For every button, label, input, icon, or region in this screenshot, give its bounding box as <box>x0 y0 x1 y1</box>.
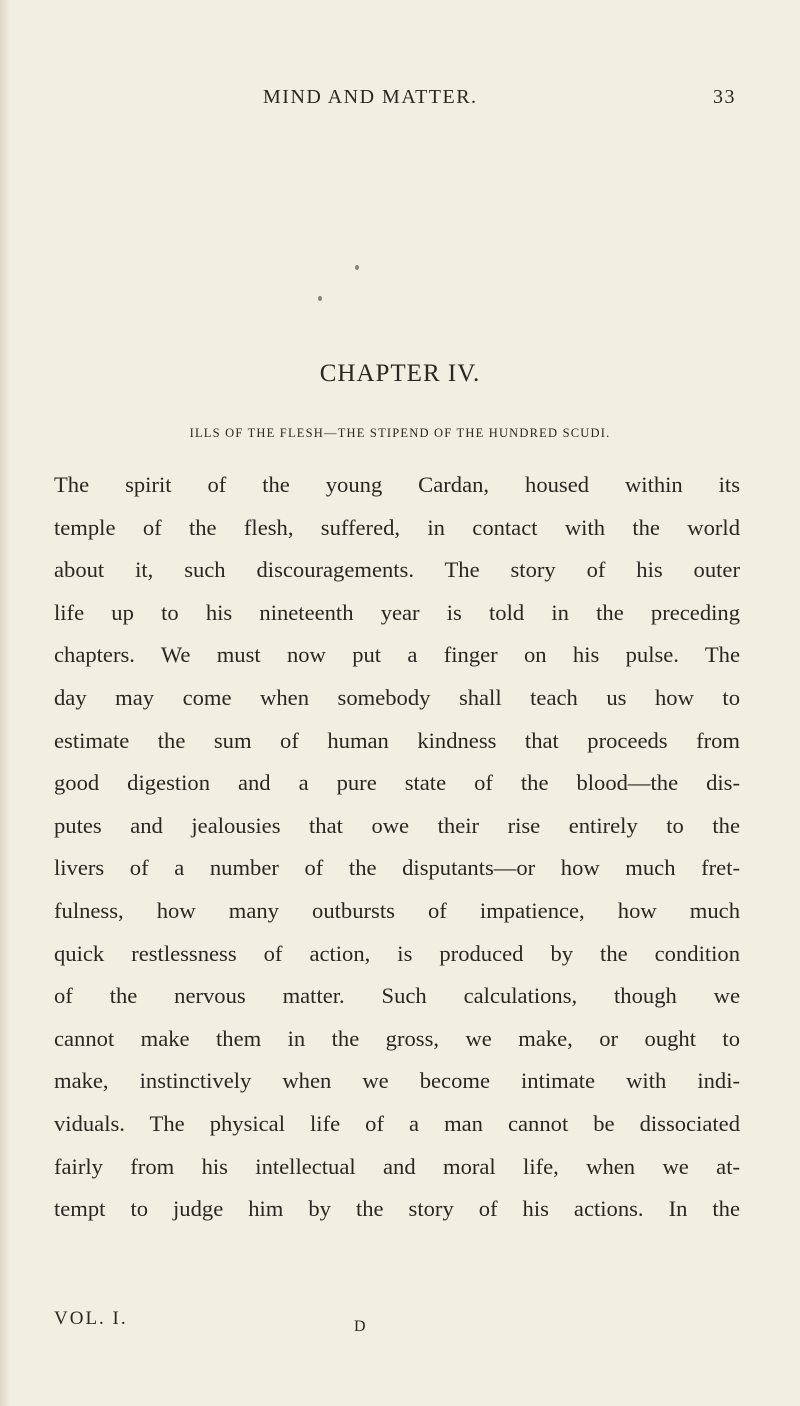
text-line: quick restlessness of action, is produced by the condition <box>54 940 740 966</box>
text-line: The spirit of the young Cardan, housed within its <box>54 472 740 497</box>
text-line: livers of a number of the disputants—or how much fret- <box>54 855 740 881</box>
running-head <box>0 86 800 116</box>
body-text <box>54 464 740 1231</box>
chapter-title: CHAPTER IV. <box>319 360 481 387</box>
text-line: fulness, how many outbursts of impatience, how much <box>54 897 740 923</box>
text-line: make, instinctively when we become intimate with indi- <box>54 1068 740 1094</box>
signature-mark: D <box>354 1318 366 1335</box>
ink-speck <box>318 296 322 301</box>
text-line: fairly from his intellectual and moral life, when we at- <box>54 1153 740 1179</box>
page-footer <box>54 1308 740 1338</box>
text-line: chapters. We must now put a finger on his pulse. The <box>54 642 740 668</box>
ink-speck <box>355 265 359 270</box>
text-line: viduals. The physical life of a man cannot be dissociated <box>54 1110 740 1136</box>
text-line: temple of the flesh, suffered, in contact with the world <box>54 514 740 540</box>
page-number: 33 <box>713 86 736 108</box>
text-line: of the nervous matter. Such calculations, though we <box>54 983 740 1009</box>
volume-mark: VOL. I. <box>54 1308 128 1329</box>
text-line: tempt to judge him by the story of his actions. In the <box>54 1196 740 1222</box>
text-line: good digestion and a pure state of the blood—the dis- <box>54 770 740 796</box>
text-line: estimate the sum of human kindness that proceeds from <box>54 727 740 753</box>
text-line: life up to his nineteenth year is told in the preceding <box>54 599 740 625</box>
text-line: day may come when somebody shall teach us how to <box>54 684 740 710</box>
text-line: about it, such discouragements. The story of his outer <box>54 557 740 583</box>
text-line: cannot make them in the gross, we make, or ought to <box>54 1025 740 1051</box>
chapter-subtitle: ILLS OF THE FLESH—THE STIPEND OF THE HUNDRED SCUDI. <box>189 426 611 440</box>
text-line: putes and jealousies that owe their rise entirely to the <box>54 812 740 838</box>
page-gutter-shadow <box>0 0 10 1406</box>
running-title: MIND AND MATTER. <box>263 86 478 108</box>
